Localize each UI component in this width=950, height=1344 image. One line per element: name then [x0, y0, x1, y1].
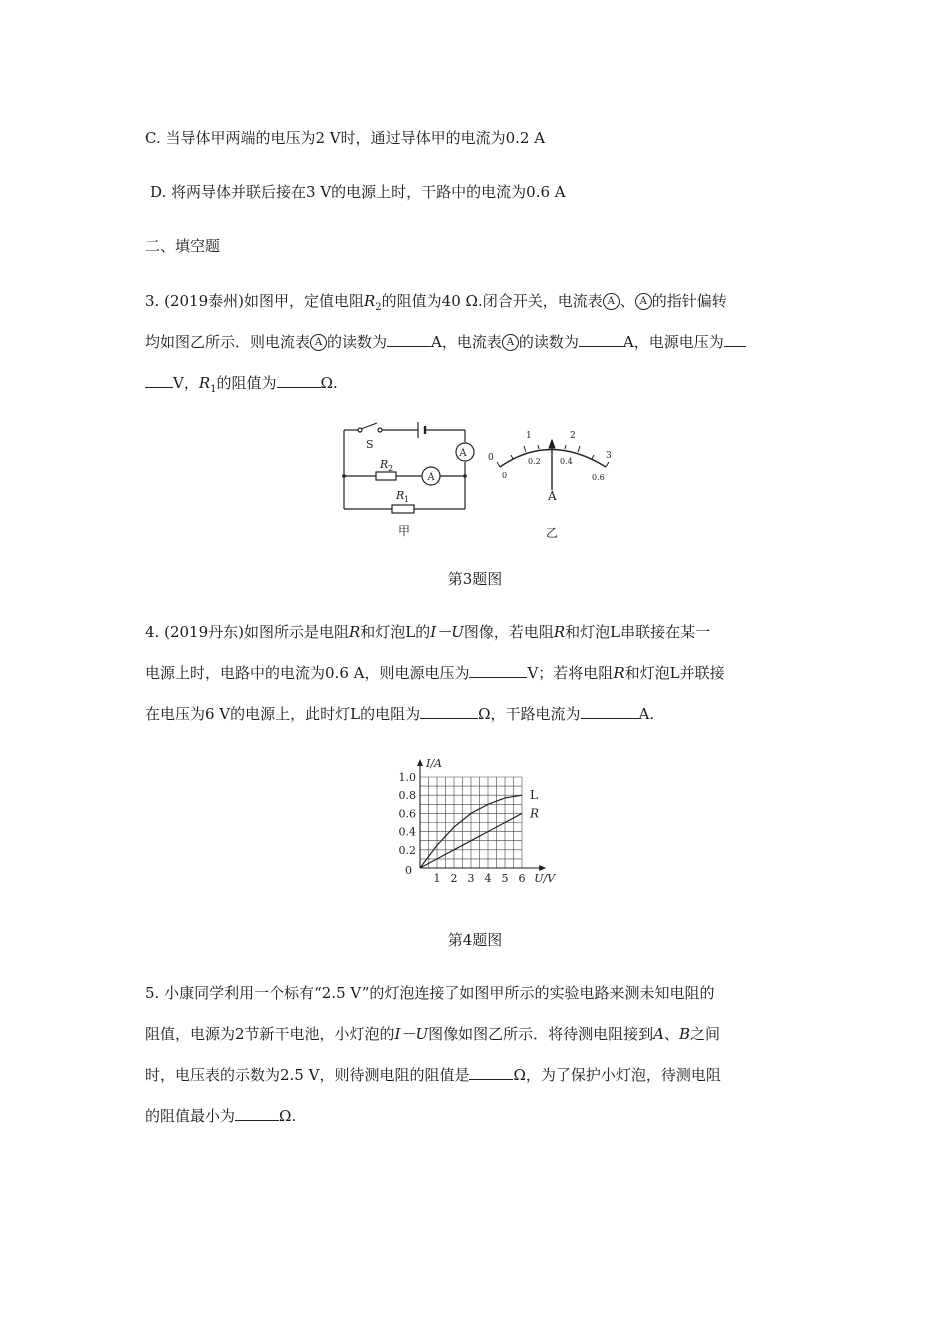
- q4-iu-chart: [386, 748, 566, 893]
- q4-line-1: 4. (2019丹东)如图所示是电阻R和灯泡L的I－U图像，若电阻R和灯泡L串联接在某一: [145, 623, 711, 641]
- svg-text:0.4: 0.4: [560, 457, 573, 466]
- switch-blade: [361, 423, 377, 429]
- y-tick-label: 0.6: [398, 807, 416, 821]
- x-tick-label: 4: [484, 872, 492, 885]
- answer-blank: [724, 332, 746, 347]
- q5-line-2: 阻值，电源为2节新干电池，小灯泡的I－U图像如图乙所示．将待测电阻接到A、B之间: [145, 1025, 721, 1043]
- svg-text:0.6: 0.6: [592, 473, 605, 482]
- x-axis-label: U/V: [534, 872, 556, 885]
- answer-blank: [387, 332, 431, 347]
- svg-text:1: 1: [404, 495, 410, 504]
- dial-arc: [500, 450, 606, 468]
- dial-unit-label: A: [548, 489, 557, 503]
- answer-blank: [581, 704, 639, 719]
- svg-text:2: 2: [388, 464, 394, 473]
- answer-blank: [469, 663, 527, 678]
- svg-text:0: 0: [502, 471, 508, 480]
- x-tick-label: 5: [501, 872, 509, 885]
- svg-text:0.2: 0.2: [528, 457, 541, 466]
- q5-line-1: 5. 小康同学利用一个标有“2.5 V”的灯泡连接了如图甲所示的实验电路来测未知电阻的: [145, 984, 715, 1002]
- x-tick-label: 3: [467, 872, 475, 885]
- resistor-r1: [392, 505, 414, 513]
- section-title: 二、填空题: [145, 237, 221, 255]
- q3-source: (2019泰州): [164, 292, 244, 310]
- series-label-R: R: [530, 806, 540, 821]
- ammeter-1-symbol: A: [310, 334, 327, 351]
- q4-line-3: 在电压为6 V的电源上，此时灯L的电阻为 Ω，干路电流为 A.: [145, 705, 655, 723]
- answer-blank: [277, 373, 321, 388]
- q4-line-2: 电源上时，电路中的电流为0.6 A，则电源电压为 V；若将电阻R和灯泡L并联接: [145, 664, 725, 682]
- q3-circuit-figure: [330, 412, 490, 542]
- answer-blank: [235, 1106, 279, 1121]
- r1-label: R: [396, 489, 405, 502]
- answer-blank: [145, 373, 173, 388]
- q3-caption: 第3题图: [447, 570, 503, 588]
- q3-ammeter-dial: [482, 420, 622, 545]
- option-c: C. 当导体甲两端的电压为2 V时，通过导体甲的电流为0.2 A: [145, 129, 546, 147]
- ammeter-2-symbol: A: [635, 293, 652, 310]
- svg-text:A: A: [427, 472, 435, 483]
- y-axis-arrow: [417, 759, 423, 766]
- y-tick-label: 0.4: [398, 825, 416, 839]
- switch-label: S: [366, 438, 374, 451]
- q4-source: (2019丹东): [164, 623, 244, 641]
- q5-number: 5.: [145, 984, 160, 1002]
- y-tick-label: 0.2: [398, 843, 416, 857]
- y-tick-label: 1.0: [398, 771, 416, 784]
- q4-number: 4.: [145, 623, 160, 641]
- svg-text:1: 1: [526, 431, 532, 441]
- y-tick-label: 0.8: [398, 789, 416, 803]
- figure-label-yi: 乙: [546, 526, 559, 540]
- r2-label: R: [380, 458, 389, 471]
- ammeter-1-symbol: A: [603, 293, 620, 310]
- figure-label-jia: 甲: [398, 524, 411, 538]
- svg-text:A: A: [459, 448, 467, 459]
- q3-number: 3.: [145, 292, 160, 310]
- svg-text:0: 0: [488, 453, 494, 463]
- answer-blank: [469, 1065, 513, 1080]
- ammeter-2-symbol: A: [502, 334, 519, 351]
- q5-line-3: 时，电压表的示数为2.5 V，则待测电阻的阻值是 Ω，为了保护小灯泡，待测电阻: [145, 1066, 721, 1084]
- resistor-r2: [376, 472, 396, 480]
- q3-line-2: 均如图乙所示．则电流表 A 的读数为 A，电流表 A 的读数为 A，电源电压为: [145, 332, 746, 352]
- x-tick-label: 2: [450, 872, 458, 885]
- svg-text:2: 2: [570, 431, 576, 441]
- q5-line-4: 的阻值最小为 Ω.: [145, 1107, 297, 1125]
- q4-caption: 第4题图: [447, 931, 503, 949]
- q3-line-3: V，$R_1$的阻值为 Ω.: [145, 373, 338, 400]
- x-tick-label: 1: [433, 872, 441, 885]
- origin-label: 0: [405, 864, 412, 877]
- x-tick-label: 6: [518, 872, 526, 885]
- svg-text:3: 3: [606, 451, 612, 461]
- answer-blank: [579, 332, 623, 347]
- series-label-L: L: [530, 788, 538, 803]
- y-axis-label: I/A: [426, 757, 442, 770]
- option-d: D. 将两导体并联后接在3 V的电源上时，干路中的电流为0.6 A: [150, 183, 566, 201]
- answer-blank: [420, 704, 478, 719]
- q3-line-1: 3. (2019泰州)如图甲，定值电阻$R_2$的阻值为40 Ω.闭合开关，电流表 A 、 A 的指针偏转: [145, 292, 727, 313]
- x-axis-arrow: [539, 865, 546, 871]
